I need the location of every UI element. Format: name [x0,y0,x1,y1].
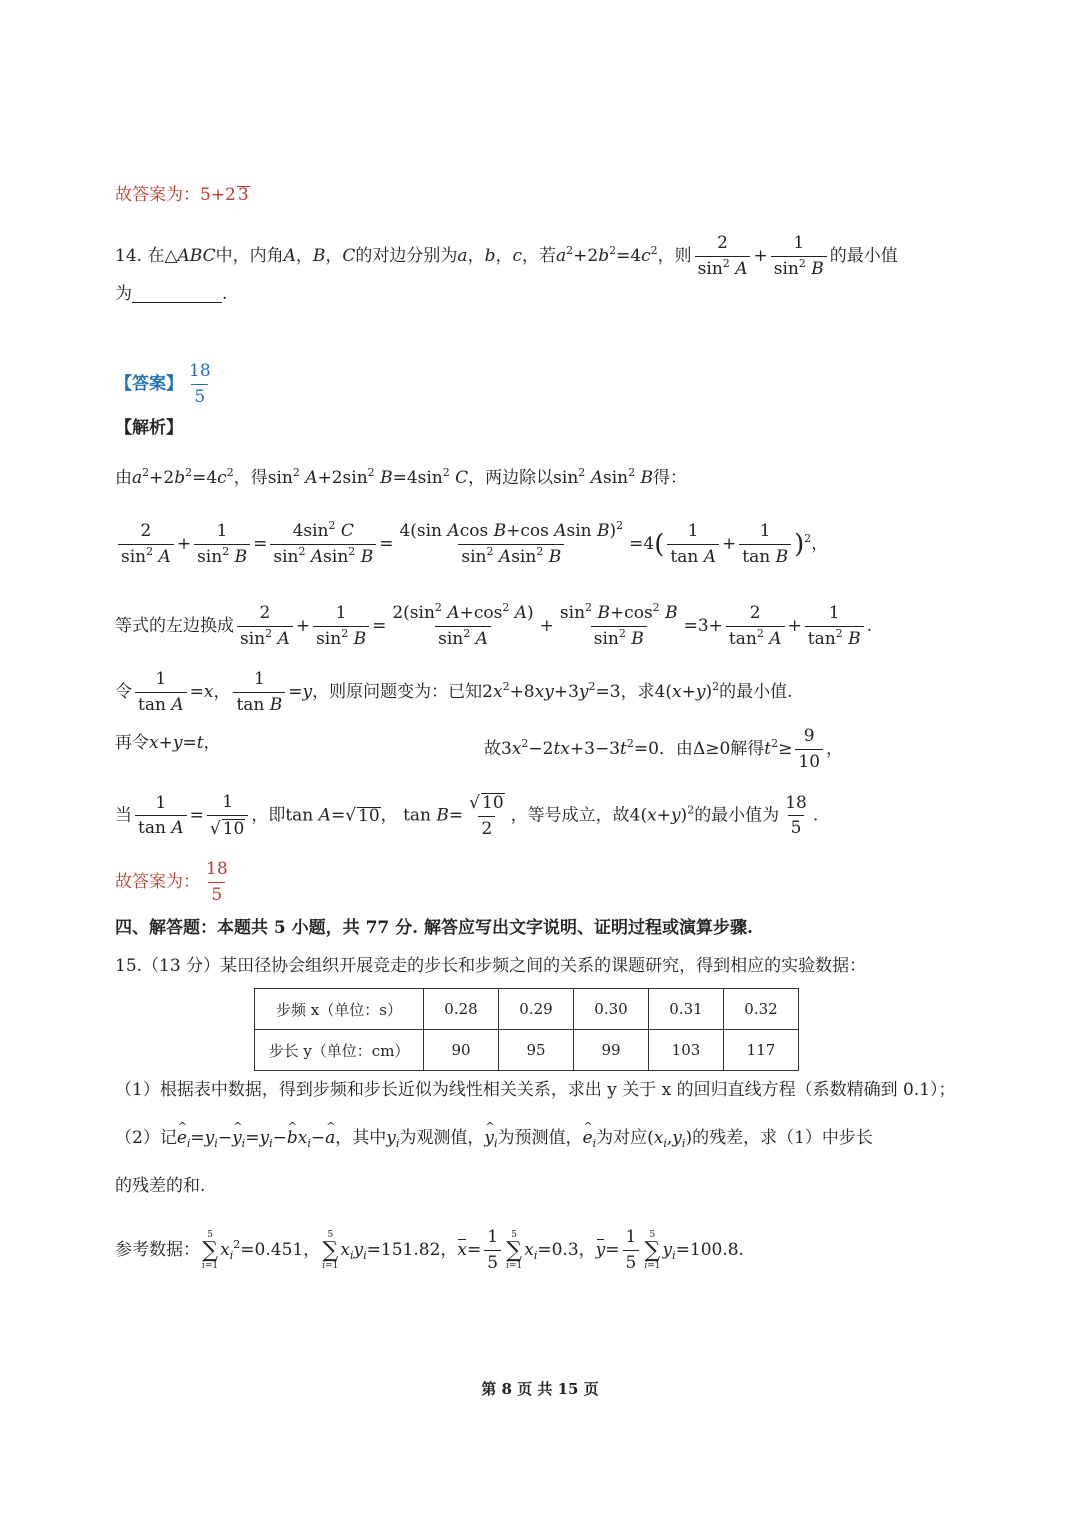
step-5: 再令x+y=t， [115,733,221,753]
question-text: 中，内角 [215,246,284,267]
final-answer-line [115,860,234,905]
reference-value: =100.8. [675,1240,744,1261]
table-row [255,1030,799,1071]
reference-value: =151.82， [366,1240,458,1261]
answer-denominator: 5 [191,384,208,408]
experiment-data-table [254,988,799,1071]
final-answer-denominator: 5 [208,882,225,906]
table-cell: 90 [424,1030,499,1071]
section-4-heading: 四、解答题：本题共 5 小题，共 77 分. 解答应写出文字说明、证明过程或演算步骤. [115,918,753,938]
final-answer-fraction [203,860,231,905]
sum-symbol: 5 ∑ i=1 [644,1229,661,1271]
step-text: 当 [115,805,132,826]
table-cell: 103 [649,1030,724,1071]
reference-value: =0.451， [240,1240,321,1261]
step-text: 再令 [115,733,149,753]
question-text: ，若 [521,246,556,267]
table-header-cell: 步频 x（单位：s） [255,989,424,1030]
step-text: ，即 [251,805,286,826]
analysis-label: 【解析】 [115,418,183,438]
question-text: ，则 [657,246,692,267]
period: . [222,284,228,304]
table-cell: 0.28 [424,989,499,1030]
question-text: 的最小值 [829,246,898,267]
table-cell: 0.30 [574,989,649,1030]
step-1: 由$a^2+2b^2=4c^2$，得$\sin^2 A+2\sin^2$ $B=4\sin^2$ C，两边除以$\sin^2 Asin^2$ B得： [115,466,688,488]
question-text: 在 [147,246,165,267]
triangle-symbol: △ABC [164,246,216,267]
sum-symbol: 5 ∑ i=1 [202,1229,219,1271]
step-text: 得： [653,468,688,488]
prev-answer-line [115,186,250,204]
reference-label: 参考数据： [115,1240,200,1261]
step-3: 等式的左边换成 $\frac{2}{\sin^2 A}$ + $\frac{1}{\sin^2 B}$ = $\frac{2(\sin^2 A+\cos^2 A)}{\sin^2 A}$ + $\frac{\sin^2 B+\cos^2 B}{\sin^2 B}$ =3+ $\frac{2}{\tan^2 A}$ + $\frac{1}{\tan^2 B}$ . [115,601,872,649]
step-text: 等式的左边换成 [115,616,234,637]
question-15-part-1: （1）根据表中数据，得到步频和步长近似为线性相关关系，求出 y 关于 x 的回归直线方程（系数精确到 0.1）； [115,1080,956,1100]
step-text: ，得 [233,468,268,488]
step-text: ．由 [658,739,693,760]
step-text: ，求 [620,682,655,703]
answer-fraction [186,362,214,407]
reference-value: =0.3， [537,1240,596,1261]
part-text: 为预测值， [497,1128,583,1148]
sum-symbol: 5 ∑ i=1 [322,1229,339,1271]
answer-blank [132,287,222,303]
question-14-line1: 14. 在△ABC中，内角A，B，C的对边分别为a，b，c，若$a^2+2b^2=4c^2$，则 $\frac{2}{\sin^2 A}$ + $\frac{1}{\sin^2 B}$ 的最小值 [115,233,898,279]
step-text: ，则原问题变为：已知 [312,682,483,703]
prev-answer-value: 5+2 3 [200,185,249,205]
table-cell: 0.31 [649,989,724,1030]
step-text: 的最小值为 [694,805,780,826]
step-text: 故 [484,739,501,760]
table-cell: 0.32 [724,989,799,1030]
question-15-intro: 15.（13 分）某田径协会组织开展竞走的步长和步频之间的关系的课题研究，得到相应的实验数据： [115,956,867,976]
table-row [255,989,799,1030]
fraction: $\frac{1}{\sin^2 B}$ [771,234,827,279]
question-15-part-2: （2）记^ $e_i=y_i-\^{}$ $y_i=y_i-\^{}$ $bx_i-\^{}$ a，其中$y_i$为观测值，^ $y_i$为预测值，^ $e_i$为对应$(x_i,y_i)$的残差，求（1）中步长 [115,1130,873,1147]
prev-answer-label: 故答案为： [115,185,200,205]
table-cell: 99 [574,1030,649,1071]
part-text: 为观测值， [399,1128,485,1148]
answer-label: 【答案】 [115,374,183,395]
step-4: 令 $\frac{1}{\text{tan A}}$ =x， $\frac{1}{\text{tan B}}$ =y，则原问题变为：已知$2x^2+8xy+3y^2=3$，求$4(x+y)^2$的最小值. [115,669,793,715]
final-answer-numerator: 18 [206,859,228,879]
table-cell: 95 [499,1030,574,1071]
table-header-cell: 步长 y（单位：cm） [255,1030,424,1071]
part-text: 的残差，求（1）中步长 [692,1128,873,1148]
question-15-part-2-line2: 的残差的和. [115,1176,206,1196]
answer-line [115,362,217,407]
question-text: 为 [115,284,132,304]
answer-numerator: 18 [189,361,211,381]
step-2-equation: $\frac{2}{\sin^2 A}$ + $\frac{1}{\sin^2 B}$ = $\frac{4\sin^2 C}{\sin^2 Asin^2 B}$ = $\frac{4(\sin Acos B+\cos Asin B)^2}{\sin^2 Asin^2 B}$ =4( $\frac{1}{\text{tan A}}$ + $\frac{1}{\text{tan B}}$ )$^2$， [115,522,828,567]
step-text: 令 [115,682,132,703]
final-answer-label: 故答案为： [115,872,200,893]
part-text: （2）记 [115,1128,177,1148]
fraction: $\frac{2}{\sin^2 A}$ [695,234,751,279]
step-5-right: 故$3x^2-2tx+3-3t^2=0$．由Δ≥0解得$t^2\ge$ $\frac{9}{10}$ ， [484,726,844,772]
step-6: 当 $\frac{1}{\text{tan A}}$ = $\frac{1}{√ 10}$ ，即tan A=√ 10， tan B= $\frac{√ 10}{2}$ ，等号成立，故$4(x+y)^2$的最小值为 $\frac{18}{5}$ . [115,792,819,839]
part-text: ，其中 [335,1128,387,1148]
sum-symbol: 5 ∑ i=1 [506,1229,523,1271]
question-14-line2 [115,286,227,303]
reference-data: 参考数据： 5 ∑ i=1 $x_i^2=0.451$， 5 ∑ i=1 $x_iy_i=151.82$，x= $\frac{1}{5}$ 5 ∑ i=1 $x_i=0.3$，y= $\frac{1}{5}$ 5 ∑ i=1 $y_i=100.8$. [115,1227,744,1273]
table-cell: 117 [724,1030,799,1071]
question-number: 14. [115,246,143,267]
step-text: 解得 [730,739,765,760]
question-text: 的对边分别为 [355,246,458,267]
step-text: 由 [115,468,132,488]
part-text: 为对应 [596,1128,648,1148]
step-text: 等号成立，故 [527,805,630,826]
step-text: ，两边除以 [468,468,554,488]
page-footer: 第 8 页 共 15 页 [481,1380,599,1398]
step-text: 的最小值. [719,682,793,703]
table-cell: 0.29 [499,989,574,1030]
